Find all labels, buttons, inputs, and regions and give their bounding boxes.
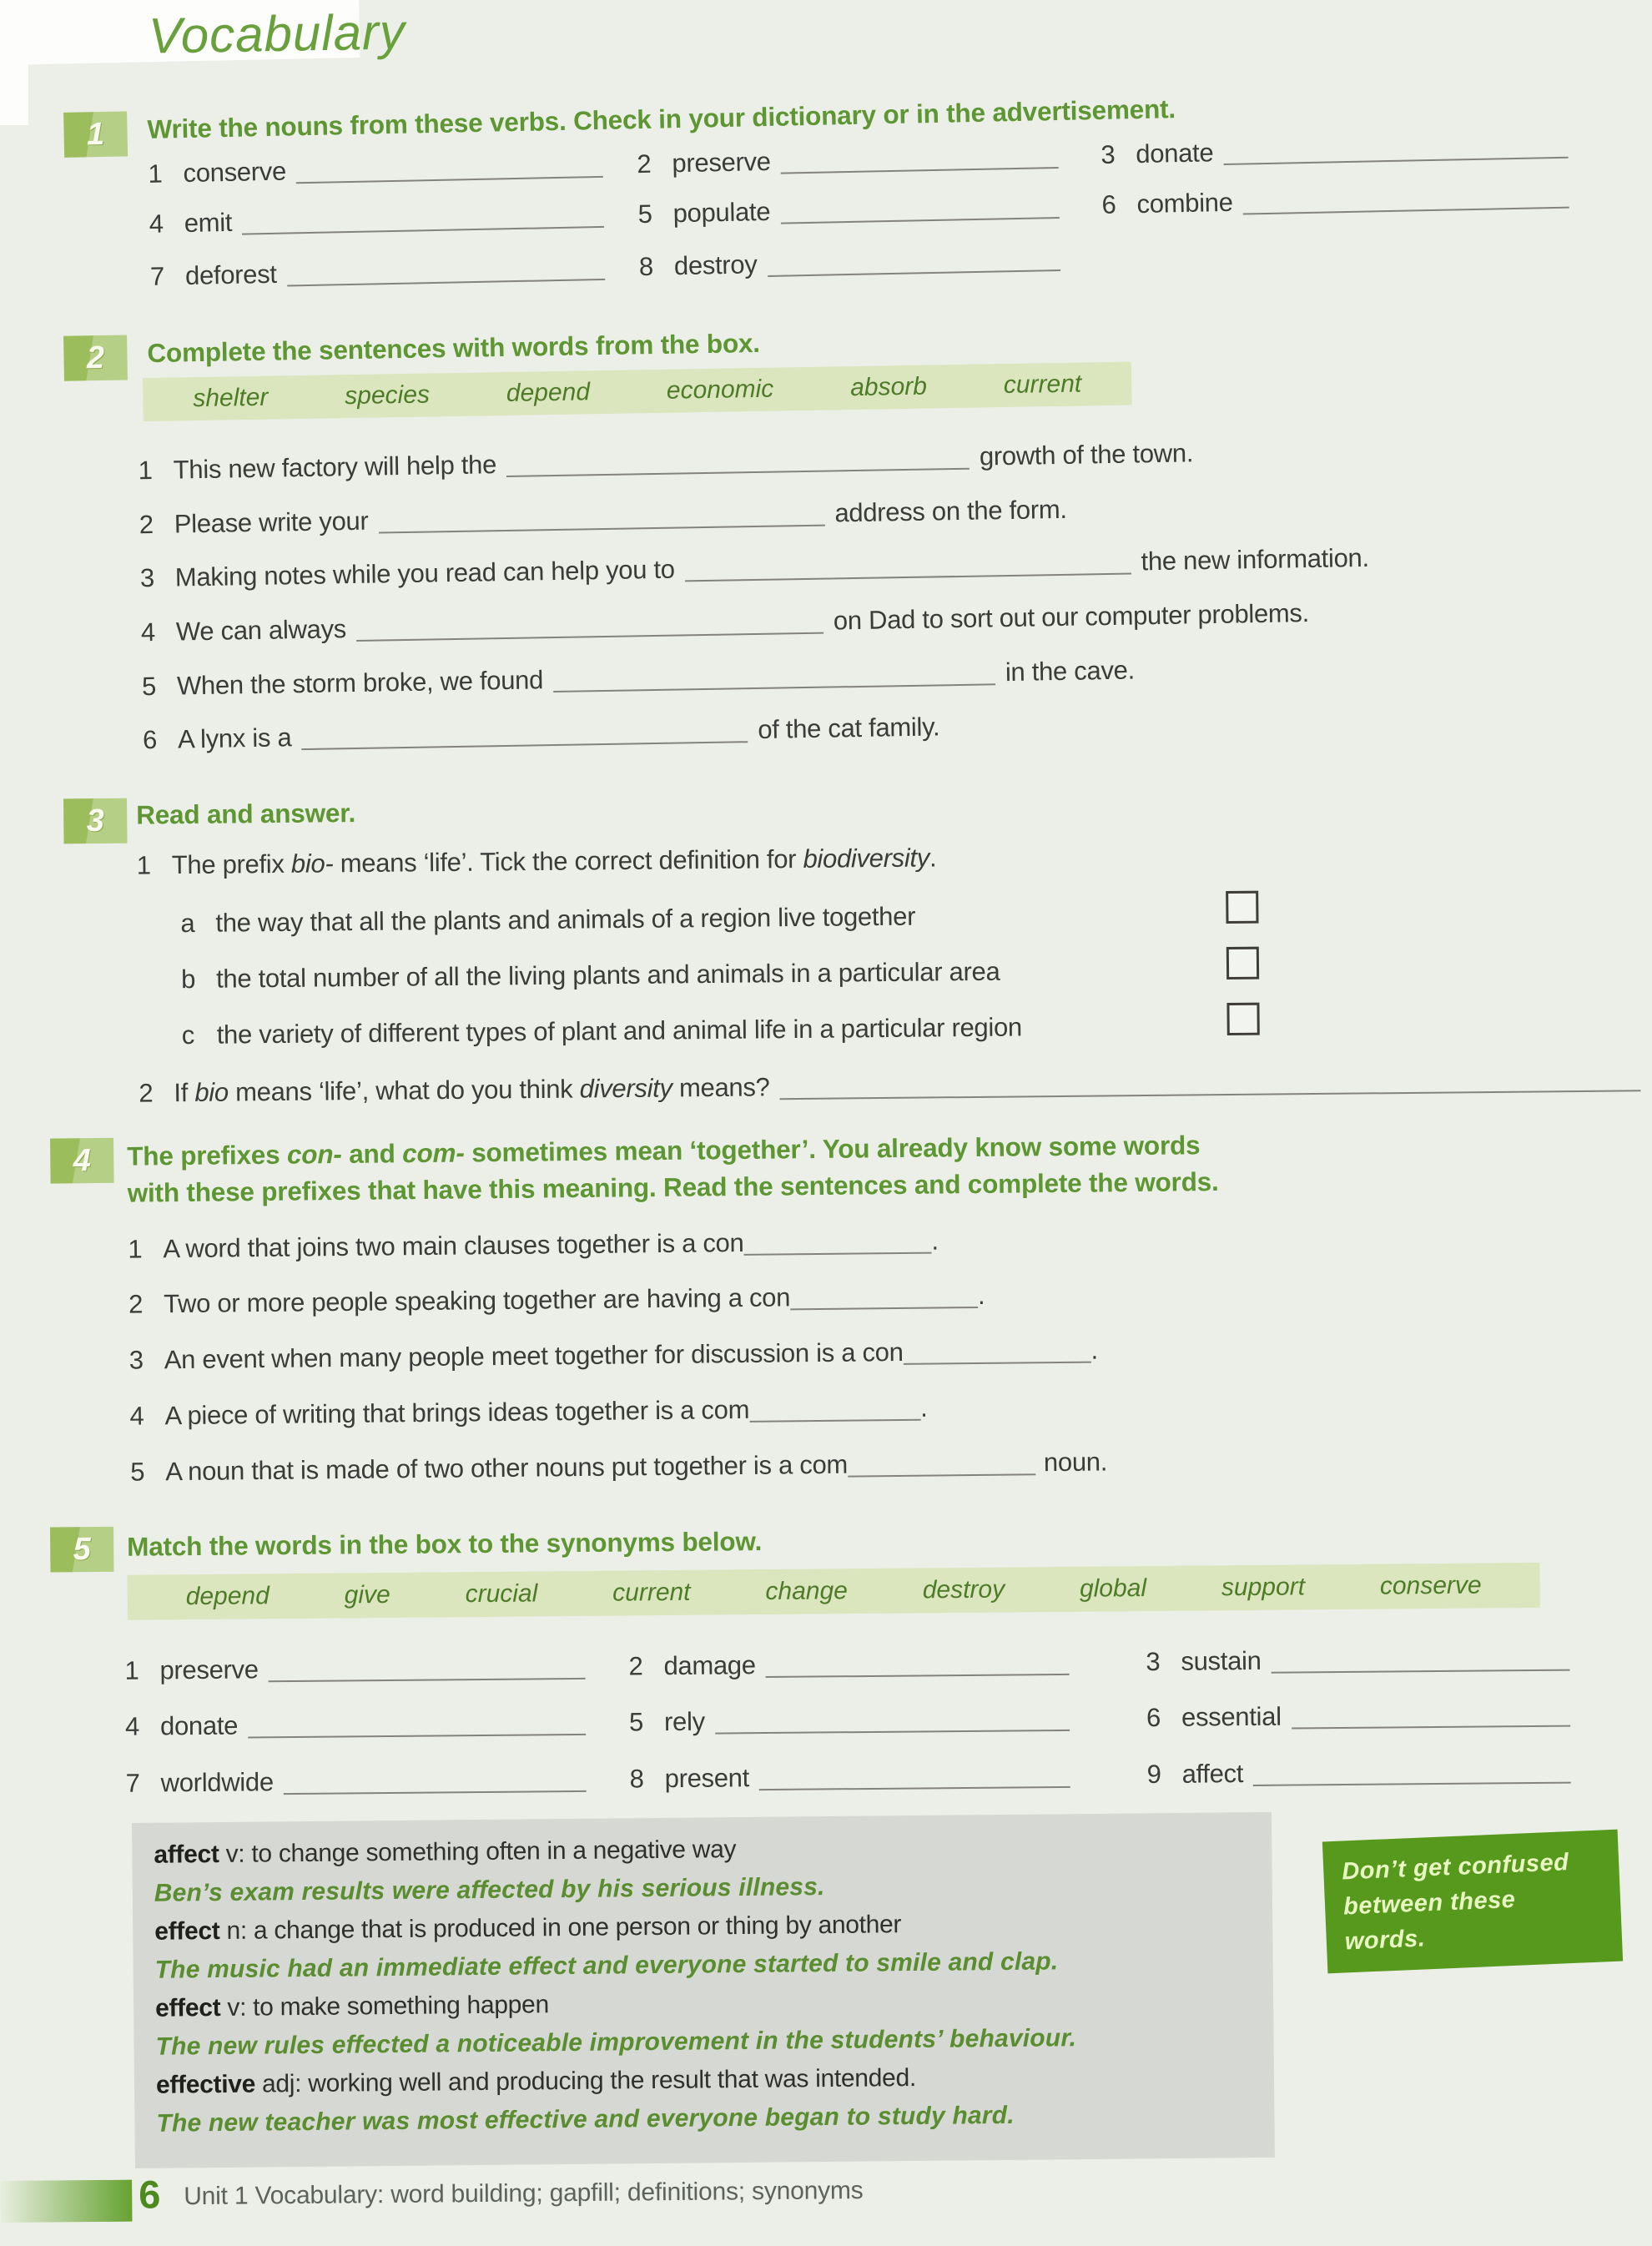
word-box-word: absorb — [849, 372, 928, 402]
sentence-number: 5 — [130, 1457, 145, 1487]
answer-blank[interactable] — [356, 632, 823, 642]
option-letter: a — [180, 908, 195, 939]
word-box-word: give — [344, 1580, 390, 1609]
verb-noun-item — [1100, 131, 1569, 170]
item-number: 5 — [628, 1707, 644, 1737]
answer-blank[interactable] — [506, 467, 970, 477]
answer-blank[interactable] — [759, 1785, 1070, 1790]
synonym-item — [628, 1648, 1069, 1682]
sentence-text-before: A lynx is a — [177, 723, 292, 754]
verb-label: conserve — [183, 156, 287, 189]
definition-line: affect v: to change something often in a negative way — [154, 1836, 737, 1869]
synonym-word-box — [128, 1563, 1540, 1620]
exercise-4-heading-line-2: with these prefixes that have this meaning. Read the sentences and complete the words. — [127, 1166, 1219, 1208]
synonym-item — [630, 1760, 1070, 1795]
item-number: 9 — [1146, 1759, 1161, 1790]
synonym-label: affect — [1181, 1759, 1244, 1789]
sentence-text-before: A noun that is made of two other nouns put together is a com — [165, 1449, 849, 1487]
exercise-2-heading: Complete the sentences with words from the box. — [147, 327, 761, 369]
word-box-word: current — [1003, 370, 1082, 400]
word-box — [143, 362, 1132, 422]
answer-blank[interactable] — [768, 269, 1060, 277]
item-number: 5 — [637, 199, 652, 229]
info-box — [132, 1812, 1275, 2168]
verb-noun-item — [148, 150, 603, 189]
answer-blank[interactable] — [904, 1361, 1091, 1365]
word-box-word: destroy — [922, 1575, 1005, 1604]
answer-blank[interactable] — [685, 572, 1131, 582]
sentence-text-before: We can always — [175, 614, 347, 647]
item-number: 8 — [629, 1764, 644, 1794]
option-text: the variety of different types of plant and animal life in a particular region — [216, 1012, 1023, 1050]
answer-blank[interactable] — [780, 1089, 1641, 1100]
sentence-text-before: Two or more people speaking together are having a con — [163, 1282, 791, 1319]
dont-get-confused-sticker: Don’t get confused between these words. — [1322, 1830, 1623, 1974]
sentence-text-after: . — [977, 1280, 985, 1310]
answer-blank[interactable] — [242, 225, 604, 235]
item-number: 1 — [148, 159, 163, 189]
exercise-4-badge: 4 — [50, 1138, 114, 1184]
item-number: 6 — [1146, 1702, 1161, 1733]
verb-label: preserve — [672, 146, 772, 179]
option-row — [180, 902, 915, 939]
exercise-1-heading: Write the nouns from these verbs. Check in your dictionary or in the advertisement. — [147, 93, 1176, 144]
exercise-5 — [0, 1513, 1652, 1798]
scan-edge-left — [0, 0, 28, 125]
sentence-text-before: When the storm broke, we found — [176, 665, 544, 701]
answer-blank[interactable] — [790, 1306, 978, 1310]
sentence-text-after: growth of the town. — [979, 438, 1194, 471]
item-number: 7 — [125, 1768, 140, 1798]
synonym-label: worldwide — [160, 1767, 274, 1798]
definition-checkbox-c[interactable] — [1226, 1003, 1259, 1035]
answer-blank[interactable] — [848, 1473, 1035, 1477]
word-box-word: depend — [506, 378, 591, 407]
word-box-word: conserve — [1379, 1571, 1482, 1600]
answer-blank[interactable] — [1224, 156, 1569, 165]
word-box-word: support — [1221, 1573, 1306, 1602]
question-text: The prefix bio- means ‘life’. Tick the correct definition for biodiversity. — [171, 843, 937, 880]
question-1 — [137, 843, 937, 880]
definition-line: effective adj: working well and producing the result that was intended. — [155, 2063, 917, 2099]
sentence-row — [141, 598, 1310, 647]
synonym-item — [125, 1708, 586, 1742]
definition-line: effect v: to make something happen — [154, 1991, 550, 2022]
synonym-label: essential — [1181, 1701, 1282, 1732]
sentence-row — [138, 438, 1193, 486]
exercise-5-heading: Match the words in the box to the synonyms below. — [127, 1526, 763, 1562]
sentence-text-before: Making notes while you read can help you to — [174, 554, 675, 592]
example-line: Ben’s exam results were affected by his serious illness. — [154, 1873, 825, 1907]
answer-blank[interactable] — [1243, 206, 1569, 215]
question-text: If bio means ‘life’, what do you think diversity means? — [174, 1072, 770, 1108]
definition-checkbox-b[interactable] — [1226, 947, 1259, 979]
synonym-item — [124, 1652, 585, 1686]
exercise-2 — [0, 306, 1652, 755]
sentence-number: 2 — [128, 1289, 144, 1319]
answer-blank[interactable] — [296, 175, 603, 184]
prefix-sentence-row — [129, 1335, 1098, 1375]
verb-noun-item — [637, 141, 1059, 179]
answer-blank[interactable] — [302, 740, 748, 750]
synonym-label: donate — [159, 1710, 239, 1741]
word-box-word: species — [345, 380, 431, 410]
sentence-text-before: An event when many people meet together for discussion is a con — [164, 1337, 904, 1375]
sentence-text-after: on Dad to sort out our computer problems. — [833, 598, 1310, 636]
verb-noun-item — [150, 253, 606, 292]
definition-checkbox-a[interactable] — [1226, 891, 1258, 924]
answer-blank[interactable] — [287, 278, 605, 287]
sentence-text-after: . — [931, 1226, 939, 1256]
word-box-word: global — [1079, 1574, 1147, 1603]
sentence-text-after: the new information. — [1141, 542, 1370, 577]
sentence-text-after: noun. — [1043, 1447, 1108, 1478]
answer-blank[interactable] — [269, 1677, 586, 1682]
answer-blank[interactable] — [1292, 1725, 1570, 1730]
exercise-2-badge: 2 — [63, 335, 128, 380]
synonym-item — [126, 1765, 587, 1799]
page-title: Vocabulary — [148, 3, 406, 64]
answer-blank[interactable] — [1253, 1781, 1571, 1786]
answer-blank[interactable] — [284, 1790, 587, 1795]
synonym-label: sustain — [1181, 1645, 1262, 1676]
sentence-number: 1 — [128, 1234, 143, 1264]
sentence-text-before: A piece of writing that brings ideas together is a com — [164, 1394, 750, 1431]
sentence-number: 3 — [128, 1345, 144, 1375]
synonym-item — [1146, 1756, 1570, 1790]
item-number: 1 — [124, 1655, 139, 1685]
sentence-text-before: This new factory will help the — [173, 450, 497, 485]
exercise-1-badge: 1 — [63, 111, 128, 158]
exercise-1 — [0, 78, 1652, 291]
sentence-text-after: address on the form. — [834, 494, 1067, 528]
sentence-text-before: A word that joins two main clauses together is a con — [163, 1227, 744, 1264]
sentence-number: 3 — [139, 562, 155, 593]
example-line: The new rules effected a noticeable improvement in the students’ behaviour. — [155, 2024, 1077, 2061]
exercise-3 — [0, 782, 1652, 1108]
prefix-sentence-row — [130, 1447, 1107, 1487]
synonym-label: preserve — [159, 1654, 259, 1685]
option-row — [181, 957, 1000, 995]
sentence-number: 2 — [139, 509, 154, 540]
synonym-label: present — [664, 1763, 750, 1794]
synonym-item — [1146, 1644, 1569, 1677]
item-number: 2 — [628, 1651, 643, 1681]
item-number: 4 — [124, 1711, 140, 1741]
example-line: The new teacher was most effective and everyone began to study hard. — [156, 2101, 1015, 2138]
question-2 — [139, 1064, 1640, 1108]
sentence-number: 4 — [140, 617, 156, 647]
item-number: 3 — [1100, 139, 1116, 169]
verb-label: donate — [1135, 138, 1214, 169]
exercise-4-heading-line-1: The prefixes con- and com- sometimes mean ‘together’. You already know some words — [127, 1130, 1201, 1171]
exercise-4 — [0, 1120, 1652, 1487]
verb-noun-item — [639, 244, 1061, 282]
sentence-text-after: of the cat family. — [757, 712, 940, 744]
word-box-word: crucial — [465, 1579, 538, 1609]
answer-blank[interactable] — [749, 1418, 920, 1423]
sentence-number: 4 — [129, 1401, 144, 1431]
option-row — [182, 1012, 1022, 1050]
answer-blank[interactable] — [744, 1251, 932, 1256]
verb-noun-item — [149, 200, 604, 239]
sentence-number: 5 — [141, 671, 157, 702]
option-letter: c — [181, 1020, 195, 1050]
exercise-3-heading: Read and answer. — [136, 798, 356, 830]
answer-blank[interactable] — [553, 682, 995, 692]
answer-blank[interactable] — [766, 1673, 1070, 1678]
verb-label: deforest — [184, 259, 277, 290]
answer-blank[interactable] — [780, 216, 1059, 224]
word-box-word: current — [612, 1578, 691, 1607]
footer-text: Unit 1 Vocabulary: word building; gapfill; definitions; synonyms — [184, 2177, 864, 2211]
question-number: 1 — [136, 850, 151, 880]
answer-blank[interactable] — [379, 524, 825, 534]
synonym-item — [629, 1704, 1070, 1738]
verb-label: populate — [672, 196, 771, 229]
sentence-row — [143, 712, 940, 755]
verb-label: emit — [184, 207, 233, 239]
definition-line: effect n: a change that is produced in one person or thing by another — [154, 1911, 902, 1946]
word-box-word: economic — [666, 375, 774, 405]
option-text: the total number of all the living plants and animals in a particular area — [215, 956, 1000, 994]
sentence-number: 1 — [138, 455, 153, 486]
verb-label: destroy — [673, 249, 758, 281]
option-text: the way that all the plants and animals of a region live together — [215, 901, 916, 938]
sentence-text-after: in the cave. — [1005, 655, 1136, 687]
word-box-word: shelter — [193, 383, 269, 413]
item-number: 7 — [149, 261, 165, 291]
answer-blank[interactable] — [715, 1729, 1070, 1735]
exercise-5-badge: 5 — [50, 1527, 113, 1573]
item-number: 8 — [638, 251, 654, 282]
sentence-number: 6 — [142, 724, 158, 755]
prefix-sentence-row — [128, 1226, 939, 1264]
footer-page-number: 6 — [138, 2172, 161, 2217]
sentence-text-after: . — [1090, 1335, 1099, 1365]
word-box-word: depend — [185, 1582, 269, 1611]
item-number: 3 — [1146, 1646, 1161, 1677]
item-number: 6 — [1101, 189, 1116, 219]
answer-blank[interactable] — [781, 166, 1059, 174]
item-number: 4 — [149, 209, 164, 239]
prefix-sentence-row — [128, 1281, 985, 1320]
answer-blank[interactable] — [1272, 1669, 1570, 1674]
synonym-item — [1146, 1700, 1570, 1733]
verb-noun-item — [637, 191, 1060, 229]
footer-bar — [0, 2180, 132, 2223]
sentence-row — [140, 543, 1369, 593]
word-box-word: change — [765, 1577, 849, 1606]
verb-noun-item — [1101, 181, 1569, 220]
synonym-label: rely — [663, 1706, 705, 1737]
answer-blank[interactable] — [248, 1733, 586, 1739]
sentence-row — [139, 495, 1067, 540]
question-number: 2 — [139, 1078, 154, 1108]
sentence-row — [142, 656, 1135, 703]
verb-label: combine — [1136, 187, 1233, 219]
sentence-text-after: . — [919, 1392, 928, 1423]
exercise-3-badge: 3 — [63, 798, 128, 844]
option-letter: b — [180, 964, 196, 995]
sentence-text-before: Please write your — [174, 506, 369, 539]
prefix-sentence-row — [129, 1393, 927, 1432]
example-line: The music had an immediate effect and everyone started to smile and clap. — [154, 1947, 1059, 1984]
synonym-label: damage — [663, 1650, 756, 1681]
item-number: 2 — [637, 149, 652, 179]
